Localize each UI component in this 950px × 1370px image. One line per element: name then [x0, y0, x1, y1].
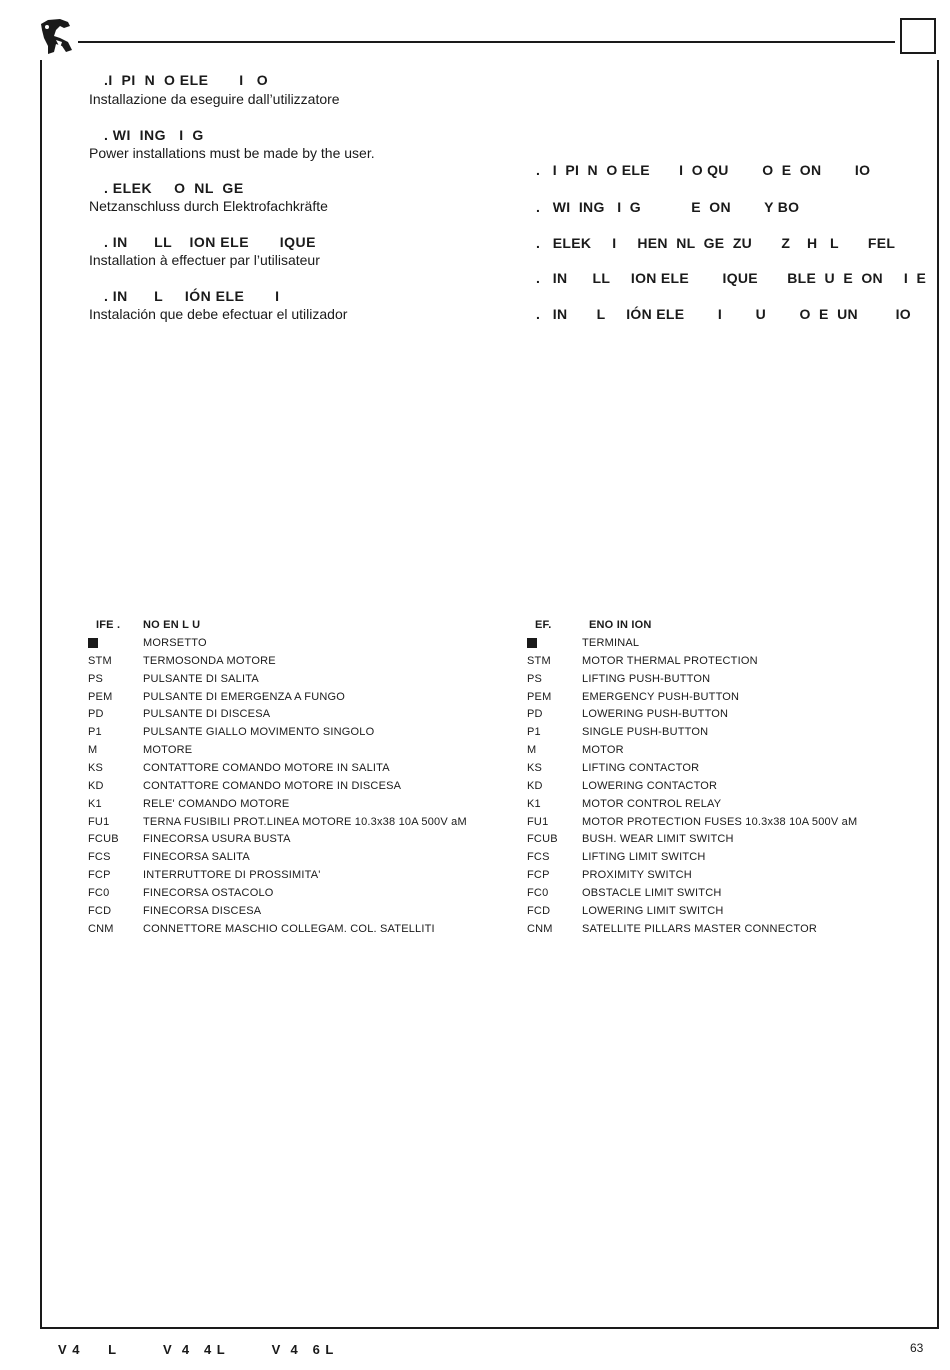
page-number: 63 — [910, 1341, 924, 1355]
legend-en-row-code: PS — [527, 673, 543, 685]
legend-it-row-description: PULSANTE DI EMERGENZA A FUNGO — [143, 691, 346, 703]
page-corner-box — [900, 18, 936, 54]
legend-it-row-code: PD — [88, 708, 104, 720]
legend-it-row-description: FINECORSA USURA BUSTA — [143, 833, 291, 845]
legend-en-row-code: PEM — [527, 691, 552, 703]
legend-it-head-code: IFE . — [96, 619, 121, 631]
legend-en-row-terminal-square-icon — [527, 637, 537, 651]
right-heading-en: . WI ING I G E ON Y BO — [536, 199, 800, 215]
legend-en-row-code: K1 — [527, 798, 541, 810]
legend-en-row-description: MOTOR PROTECTION FUSES 10.3x38 10A 500V aM — [582, 816, 858, 828]
legend-it-row-description: FINECORSA SALITA — [143, 851, 250, 863]
right-heading-it: . I PI N O ELE I O QU O E ON IO — [536, 162, 871, 178]
section-body-it: Installazione da eseguire dall’utilizzatore — [89, 91, 340, 107]
legend-it-row-description: TERNA FUSIBILI PROT.LINEA MOTORE 10.3x38 10A 500V aM — [143, 816, 467, 828]
legend-en-row-code: FCS — [527, 851, 550, 863]
legend-en-row-code: FCUB — [527, 833, 558, 845]
legend-en-row-description: MOTOR THERMAL PROTECTION — [582, 655, 758, 667]
legend-en-row-code: KD — [527, 780, 543, 792]
section-title-es: . IN L IÓN ELE I — [104, 288, 280, 304]
right-heading-es: . IN L IÓN ELE I U O E UN IO — [536, 306, 911, 322]
frame-bottom-border — [40, 1327, 939, 1329]
legend-it-row-description: FINECORSA DISCESA — [143, 905, 262, 917]
legend-en-row-description: LIFTING CONTACTOR — [582, 762, 700, 774]
section-body-en: Power installations must be made by the user. — [89, 145, 375, 161]
legend-it-row-code: CNM — [88, 923, 114, 935]
legend-en-row-code: FU1 — [527, 816, 549, 828]
legend-en-row-description: OBSTACLE LIMIT SWITCH — [582, 887, 722, 899]
legend-it-row-description: PULSANTE GIALLO MOVIMENTO SINGOLO — [143, 726, 375, 738]
legend-en-row-description: MOTOR CONTROL RELAY — [582, 798, 722, 810]
legend-it-row-code: FCP — [88, 869, 111, 881]
legend-it-row-description: TERMOSONDA MOTORE — [143, 655, 276, 667]
legend-en-row-description: LOWERING LIMIT SWITCH — [582, 905, 724, 917]
section-body-es: Instalación que debe efectuar el utilizador — [89, 306, 348, 322]
right-heading-de: . ELEK I HEN NL GE ZU Z H L FEL — [536, 235, 896, 251]
legend-it-row-description: CONNETTORE MASCHIO COLLEGAM. COL. SATELLITI — [143, 923, 435, 935]
section-title-en: . WI ING I G — [104, 127, 204, 143]
legend-it-row-code: FC0 — [88, 887, 110, 899]
legend-it-row-description: CONTATTORE COMANDO MOTORE IN SALITA — [143, 762, 390, 774]
legend-en-row-description: LIFTING PUSH-BUTTON — [582, 673, 711, 685]
legend-en-row-description: SINGLE PUSH-BUTTON — [582, 726, 709, 738]
frame-left-border — [40, 60, 42, 1329]
legend-it-row-code: M — [88, 744, 98, 756]
legend-it-row-code: PS — [88, 673, 104, 685]
legend-en-row-description: TERMINAL — [582, 637, 640, 649]
legend-en-row-description: LOWERING PUSH-BUTTON — [582, 708, 729, 720]
legend-en-row-description: SATELLITE PILLARS MASTER CONNECTOR — [582, 923, 818, 935]
legend-it-row-code: STM — [88, 655, 112, 667]
legend-en-row-code: P1 — [527, 726, 541, 738]
legend-en-row-description: PROXIMITY SWITCH — [582, 869, 692, 881]
legend-en-row-code: FCD — [527, 905, 551, 917]
legend-it-row-code: KD — [88, 780, 104, 792]
legend-en-row-code: FCP — [527, 869, 550, 881]
header-rule — [78, 41, 895, 43]
legend-it-row-description: PULSANTE DI SALITA — [143, 673, 259, 685]
legend-it-row-code: FU1 — [88, 816, 110, 828]
legend-en-row-code: STM — [527, 655, 551, 667]
legend-en-row-code: CNM — [527, 923, 553, 935]
legend-en-row-description: BUSH. WEAR LIMIT SWITCH — [582, 833, 734, 845]
section-title-fr: . IN LL ION ELE IQUE — [104, 234, 316, 250]
legend-en-row-code: FC0 — [527, 887, 549, 899]
legend-it-row-description: INTERRUTTORE DI PROSSIMITA' — [143, 869, 321, 881]
legend-en-row-description: MOTOR — [582, 744, 624, 756]
legend-en-row-description: LOWERING CONTACTOR — [582, 780, 718, 792]
legend-it-row-description: MOTORE — [143, 744, 193, 756]
frame-right-border — [937, 60, 939, 1329]
section-body-de: Netzanschluss durch Elektrofachkräfte — [89, 198, 328, 214]
legend-it-row-code: PEM — [88, 691, 113, 703]
legend-en-head-desc: ENO IN ION — [589, 619, 652, 631]
legend-it-row-code: FCUB — [88, 833, 119, 845]
legend-it-head-desc: NO EN L U — [143, 619, 201, 631]
legend-it-row-description: PULSANTE DI DISCESA — [143, 708, 271, 720]
legend-it-row-description: RELE' COMANDO MOTORE — [143, 798, 290, 810]
legend-it-row-description: MORSETTO — [143, 637, 207, 649]
horse-logo-icon — [38, 16, 78, 56]
legend-en-row-code: KS — [527, 762, 543, 774]
right-heading-fr: . IN LL ION ELE IQUE BLE U E ON I E — [536, 270, 927, 286]
legend-en-row-code: M — [527, 744, 537, 756]
section-title-de: . ELEK O NL GE — [104, 180, 244, 196]
legend-en-row-description: EMERGENCY PUSH-BUTTON — [582, 691, 740, 703]
legend-it-row-code: P1 — [88, 726, 102, 738]
legend-it-row-description: FINECORSA OSTACOLO — [143, 887, 274, 899]
legend-it-row-code: FCS — [88, 851, 111, 863]
legend-it-row-description: CONTATTORE COMANDO MOTORE IN DISCESA — [143, 780, 402, 792]
legend-it-row-code: FCD — [88, 905, 112, 917]
section-title-it: .I PI N O ELE I O — [104, 72, 269, 88]
section-body-fr: Installation à effectuer par l’utilisateur — [89, 252, 320, 268]
footer-model-list: V 4 L V 4 4 L V 4 6 L — [58, 1342, 335, 1357]
legend-it-row-code: K1 — [88, 798, 102, 810]
legend-en-head-code: EF. — [535, 619, 552, 631]
legend-en-row-description: LIFTING LIMIT SWITCH — [582, 851, 706, 863]
legend-en-row-code: PD — [527, 708, 543, 720]
legend-it-row-terminal-square-icon — [88, 637, 98, 651]
legend-it-row-code: KS — [88, 762, 104, 774]
